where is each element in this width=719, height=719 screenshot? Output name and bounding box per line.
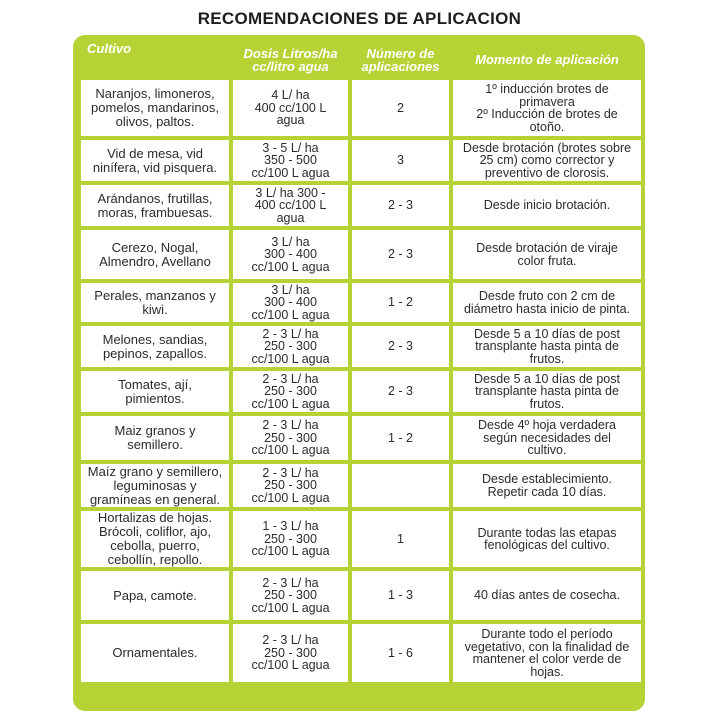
cell-dosis [231, 281, 350, 324]
cell-dosis-line: 250 - 300 [264, 645, 317, 660]
cell-dosis [231, 228, 350, 281]
cell-momento-line: Desde brotación (brotes sobre [462, 140, 632, 155]
cell-dosis-line: 2 - 3 L/ ha [262, 465, 319, 480]
cell-cultivo [79, 509, 231, 569]
cell-momento-line: Desde brotación de viraje [476, 241, 618, 255]
cell-dosis-line: 3 L/ ha [271, 282, 310, 297]
cell-momento [451, 183, 643, 228]
header-momento: Momento de aplicación [475, 52, 619, 67]
cell-aplicaciones: 1 - 2 [350, 414, 451, 462]
cell-dosis [231, 80, 350, 138]
cell-momento-line: frutos. [529, 396, 565, 411]
header-dosis-line: Dosis Litros/ha [243, 45, 338, 61]
cell-momento-line: Repetir cada 10 días. [487, 484, 607, 499]
cell-aplicaciones: 2 - 3 [350, 228, 451, 281]
cell-cultivo-line: Hortalizas de hojas. [97, 510, 213, 525]
cell-momento-line: Durante todas las etapas [477, 525, 617, 540]
table-row [79, 80, 643, 138]
cell-dosis-line: agua [276, 113, 305, 128]
cell-momento-line: hojas. [530, 664, 564, 679]
cell-momento-line: cultivo. [527, 443, 567, 458]
cell-aplicaciones: 1 - 3 [350, 569, 451, 622]
recommendations-table [77, 39, 645, 686]
cell-aplicaciones: 2 - 3 [350, 324, 451, 369]
table-row [79, 369, 643, 414]
cell-cultivo-line: pomelos, mandarinos, [91, 100, 219, 115]
cell-dosis-line: 250 - 300 [264, 531, 317, 546]
cell-dosis-line: 2 - 3 L/ ha [262, 326, 319, 341]
cell-dosis [231, 138, 350, 183]
cell-cultivo [79, 183, 231, 228]
cell-cultivo [79, 414, 231, 462]
cell-dosis [231, 509, 350, 569]
cell-aplicaciones: 1 - 2 [350, 281, 451, 324]
table-row [79, 228, 643, 281]
cell-dosis-line: 350 - 500 [264, 153, 317, 168]
table-row [79, 324, 643, 369]
cell-dosis-line: 250 - 300 [264, 384, 317, 399]
cell-dosis-line: agua [276, 210, 305, 225]
cell-dosis-line: 2 - 3 L/ ha [262, 575, 319, 590]
cell-dosis-line: cc/100 L agua [251, 351, 330, 366]
table-row [79, 509, 643, 569]
table-body [79, 80, 643, 684]
cell-dosis-line: 1 - 3 L/ ha [262, 519, 319, 534]
cell-dosis-line: 3 L/ ha 300 - [255, 185, 326, 200]
cell-cultivo-line: Brócoli, coliflor, ajo, [99, 524, 211, 539]
cell-dosis [231, 369, 350, 414]
cell-cultivo-line: pimientos. [125, 390, 185, 406]
cell-cultivo-line: Perales, manzanos y [94, 287, 216, 303]
cell-dosis-line: 250 - 300 [264, 430, 317, 445]
cell-momento-line: 1º inducción brotes de [485, 82, 609, 96]
cell-momento-line: mantener el color verde de [472, 652, 622, 666]
header-numero-aplicaciones [350, 39, 451, 80]
cell-momento-line: vegetativo, con la finalidad de [464, 639, 630, 654]
cell-cultivo [79, 569, 231, 622]
cell-momento [451, 281, 643, 324]
table-header [79, 39, 643, 80]
cell-cultivo [79, 80, 231, 138]
cell-dosis-line: 300 - 400 [264, 295, 317, 310]
cell-momento-line: color fruta. [517, 253, 577, 268]
cell-cultivo-line: cebolla, puerro, [110, 538, 200, 553]
cell-cultivo [79, 462, 231, 509]
cell-cultivo-line: ninífera, vid pisquera. [92, 159, 218, 175]
cell-momento [451, 569, 643, 622]
cell-momento [451, 462, 643, 509]
cell-dosis-line: cc/100 L agua [251, 396, 330, 411]
cell-momento-line: transplante hasta pinta de [475, 339, 619, 354]
cell-cultivo-line: moras, frambuesas. [97, 204, 213, 220]
cell-dosis-line: cc/100 L agua [251, 259, 330, 274]
cell-cultivo-line: Naranjos, limoneros, [95, 86, 215, 101]
cell-momento-line: Desde 5 a 10 días de post [474, 371, 620, 386]
cell-aplicaciones: 1 [350, 509, 451, 569]
cell-dosis [231, 569, 350, 622]
cell-cultivo [79, 228, 231, 281]
cell-momento [451, 80, 643, 138]
table-row [79, 622, 643, 684]
cell-momento-line: diámetro hasta inicio de pinta. [463, 301, 631, 316]
header-numero-line: Número de [366, 45, 435, 61]
cell-momento-line: preventivo de clorosis. [484, 165, 610, 180]
cell-dosis-line: 400 cc/100 L [254, 198, 327, 213]
cell-dosis-line: cc/100 L agua [251, 307, 330, 322]
cell-momento-line: 25 cm) como corrector y [479, 153, 615, 168]
table-row [79, 183, 643, 228]
cell-momento-line: Desde fruto con 2 cm de [478, 289, 616, 303]
cell-cultivo-line: gramíneas en general. [89, 491, 221, 507]
cell-aplicaciones: 2 - 3 [350, 369, 451, 414]
cell-momento-line: otoño. [529, 119, 565, 134]
cell-dosis-line: cc/100 L agua [251, 658, 330, 673]
cell-momento-line: primavera [519, 94, 575, 109]
cell-momento-line: Desde inicio brotación. [483, 198, 611, 213]
page-title: RECOMENDACIONES DE APLICACION [197, 9, 522, 28]
cell-aplicaciones: 3 [350, 138, 451, 183]
cell-dosis-line: cc/100 L agua [251, 490, 330, 505]
cell-cultivo-line: kiwi. [142, 301, 168, 317]
table-row [79, 414, 643, 462]
cell-momento-line: según necesidades del [483, 430, 611, 445]
cell-dosis-line: cc/100 L agua [251, 165, 330, 180]
cell-dosis-line: 300 - 400 [264, 247, 317, 262]
cell-momento [451, 228, 643, 281]
cell-cultivo-line: Cerezo, Nogal, [111, 239, 199, 255]
cell-cultivo-line: Maíz grano y semillero, [87, 463, 223, 479]
cell-cultivo-line: pepinos, zapallos. [102, 345, 208, 361]
cell-momento-line: Desde 5 a 10 días de post [474, 326, 620, 341]
cell-cultivo-line: Arándanos, frutillas, [97, 190, 213, 206]
cell-dosis-line: 250 - 300 [264, 588, 317, 603]
cell-momento-line: transplante hasta pinta de [475, 384, 619, 399]
cell-momento-line: frutos. [529, 351, 565, 366]
cell-cultivo [79, 622, 231, 684]
cell-dosis [231, 414, 350, 462]
header-dosis [231, 39, 350, 80]
cell-momento-line: 40 días antes de cosecha. [474, 588, 620, 603]
cell-cultivo-line: Vid de mesa, vid [107, 145, 203, 161]
cell-dosis-line: 400 cc/100 L [254, 100, 327, 115]
cell-momento [451, 138, 643, 183]
cell-cultivo-line: semillero. [127, 437, 183, 452]
cell-cultivo-line: Maiz granos y [114, 423, 196, 438]
cell-dosis-line: 2 - 3 L/ ha [262, 633, 319, 648]
cell-aplicaciones: 2 - 3 [350, 183, 451, 228]
cell-cultivo-line: olivos, paltos. [115, 114, 195, 129]
cell-aplicaciones [350, 462, 451, 509]
cell-momento [451, 509, 643, 569]
cell-cultivo [79, 138, 231, 183]
cell-cultivo [79, 324, 231, 369]
cell-dosis [231, 324, 350, 369]
cell-cultivo [79, 369, 231, 414]
cell-momento [451, 369, 643, 414]
table-row [79, 569, 643, 622]
cell-dosis-line: 2 - 3 L/ ha [262, 418, 319, 433]
cell-dosis-line: 2 - 3 L/ ha [262, 371, 319, 386]
cell-dosis-line: 4 L/ ha [271, 88, 310, 103]
cell-momento [451, 414, 643, 462]
cell-momento-line: Durante todo el período [481, 627, 613, 641]
cell-aplicaciones: 2 [350, 80, 451, 138]
table-row [79, 281, 643, 324]
cell-dosis-line: 3 - 5 L/ ha [262, 140, 319, 155]
cell-momento-line: 2º Inducción de brotes de [476, 107, 618, 121]
table-row [79, 138, 643, 183]
cell-cultivo-line: Almendro, Avellano [99, 253, 211, 269]
cell-dosis-line: cc/100 L agua [251, 443, 330, 458]
cell-cultivo [79, 281, 231, 324]
cell-dosis-line: 250 - 300 [264, 478, 317, 493]
cell-dosis-line: cc/100 L agua [251, 600, 330, 615]
cell-cultivo-line: leguminosas y [113, 477, 197, 493]
header-dosis-line: cc/litro agua [252, 58, 329, 74]
cell-dosis-line: 3 L/ ha [271, 234, 310, 249]
cell-cultivo-line: Melones, sandias, [102, 331, 208, 347]
cell-dosis [231, 462, 350, 509]
cell-cultivo-line: Tomates, ají, [118, 376, 192, 392]
cell-aplicaciones: 1 - 6 [350, 622, 451, 684]
cell-momento-line: Desde 4º hoja verdadera [478, 418, 616, 433]
table-row [79, 462, 643, 509]
cell-dosis [231, 622, 350, 684]
header-numero-line: aplicaciones [361, 58, 440, 74]
cell-momento-line: Desde establecimiento. [482, 472, 612, 486]
cell-cultivo-line: Ornamentales. [112, 645, 198, 660]
cell-momento [451, 622, 643, 684]
cell-dosis-line: cc/100 L agua [251, 544, 330, 559]
cell-cultivo-line: cebollín, repollo. [107, 552, 203, 567]
cell-momento [451, 324, 643, 369]
cell-dosis-line: 250 - 300 [264, 339, 317, 354]
cell-dosis [231, 183, 350, 228]
header-cultivo: Cultivo [87, 41, 132, 56]
cell-cultivo-line: Papa, camote. [113, 587, 197, 603]
cell-momento-line: fenológicas del cultivo. [484, 538, 610, 552]
